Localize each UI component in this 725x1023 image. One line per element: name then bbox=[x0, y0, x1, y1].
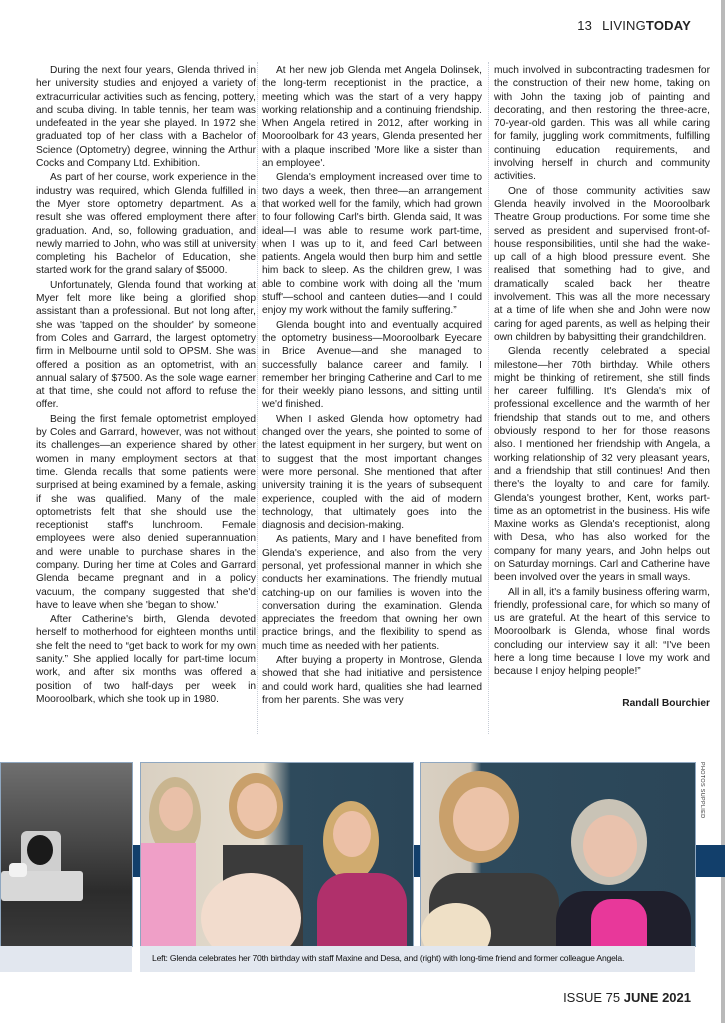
person-face bbox=[333, 811, 371, 857]
paragraph: As patients, Mary and I have benefited from Glenda's experience, and also from the very personal, yet professional manner in which she conducts her examinations. The friendly mutual catching-up on our families is woven into the conversation during the examination. Glenda appreciates the freedom that owning her own practice brings, and the flexibility to spend as much time as needed with her patients. bbox=[262, 534, 482, 652]
article-column-3 bbox=[494, 64, 710, 711]
article-column-2 bbox=[262, 64, 482, 708]
photo-caption: Left: Glenda celebrates her 70th birthday with staff Maxine and Desa, and (right) with long-time friend and former colleague Angela. bbox=[152, 953, 625, 963]
photo-right bbox=[420, 762, 696, 947]
paragraph: At her new job Glenda met Angela Dolinsek, the long-term receptionist in the practice, a meeting which was the start of a very happy working relationship and a continuing friendship. When Angela retired in 2012, after working in Mooroolbark for 43 years, Glenda presented her with a plaque inscribed 'More like a sister than an employee'. bbox=[262, 65, 482, 170]
paragraph: All in all, it's a family business offering warm, friendly, professional care, for which so many of us are grateful. At the heart of this service to Mooroolbark is Glenda, whose final words concluding our interview say it all: “I've been here a long time because I love my work and because I enjoy helping people!” bbox=[494, 586, 710, 678]
column-divider bbox=[488, 62, 489, 734]
doll-shape bbox=[27, 835, 53, 865]
page-header bbox=[577, 18, 691, 33]
paragraph: After Catherine's birth, Glenda devoted herself to motherhood for eighteen months until she felt the need to “get back to work for my own sanity.” She applied locally for part-time locum work, and after six months was offered a position of two half-days per week in Mooroolbark, which she took up in 1980. bbox=[36, 614, 256, 705]
paragraph: Unfortunately, Glenda found that working at Myer felt more like being a glorified shop assistant than a professional. But not long after, she was 'tapped on the shoulder' by someone from Coles and Garrard, the largest optometry firm in Melbourne until sold to OPSM. She was offered a position as an optometrist, with an annual salary of $7500. As the sole wage earner at that time, she could not afford to refuse the offer. bbox=[36, 279, 256, 411]
person-face bbox=[159, 787, 193, 831]
paragraph: After buying a property in Montrose, Glenda showed that she had initiative and persistence and could work hard, qualities she had learned from her parents. She was very bbox=[262, 655, 482, 706]
paragraph: As part of her course, work experience in the industry was required, which Glenda fulfilled in the Myer store optometry department. As a result she was offered employment there after graduation. And, so, following graduation, and newly married to John, who was still at university completing his Bachelor of Education, she started work for the grand salary of $5000. bbox=[36, 172, 256, 277]
page-number: 13 bbox=[577, 18, 593, 33]
pink-jacket bbox=[141, 843, 196, 947]
person-face bbox=[453, 787, 509, 851]
person-face bbox=[237, 783, 277, 831]
pink-top bbox=[591, 899, 647, 947]
paragraph: When I asked Glenda how optometry had changed over the years, she pointed to some of the latest equipment in her surgery, but went on to suggest that the most important changes were more personal. She mentioned that after university training it is the years of subsequent experience, coupled with the aid of modern technology, that ultimately goes into the diagnosis and decision-making. bbox=[262, 413, 482, 532]
photo-left bbox=[0, 762, 133, 947]
page-footer bbox=[563, 990, 691, 1005]
photo-credit: PHOTOS SUPPLIED bbox=[699, 762, 705, 819]
column-divider bbox=[257, 62, 258, 734]
person-face bbox=[583, 815, 637, 877]
brand-bold: TODAY bbox=[645, 18, 691, 33]
issue-number: ISSUE 75 bbox=[563, 990, 621, 1005]
floral-dress bbox=[317, 873, 407, 947]
issue-date: JUNE 2021 bbox=[623, 990, 691, 1005]
paragraph: One of those community activities saw Glenda heavily involved in the Mooroolbark Theatre Group productions. For some time she served as president and supervised front-of-house responsibilities, until she had the wake-up call of a high blood pressure event. She realised that something had to give, and dramatically scaled back her theatre involvement. This was all the more necessary at a time of life when she and John were now caring for aged parents, as well as helping their own children by babysitting their grandchildren. bbox=[494, 185, 710, 343]
brand-light: LIVING bbox=[602, 18, 646, 33]
paragraph: Glenda's employment increased over time to two days a week, then three—an arrangement that worked well for the family, which had grown to four following Carl's birth. Glenda said, It was ideal—I was able to resume work part-time, when I was up to it, and feed Carl between patients. Angela would then burp him and settle him back to sleep. As the children grew, I was able to combine work with doing all the 'mum stuff'—school and canteen duties—and I could enjoy my work without the family suffering.” bbox=[262, 172, 482, 317]
paragraph: During the next four years, Glenda thrived in her university studies and enjoyed a variety of extracurricular activities such as fencing, pottery, and scuba diving. In table tennis, her team was undefeated in the year she played. In 1972 she graduated top of her class with a Bachelor of Science (Optometry) degree, winning the Arthur Cocks and Company Ltd. Exhibition. bbox=[36, 65, 256, 170]
byline: Randall Bourchier bbox=[622, 697, 710, 709]
paragraph: Glenda recently celebrated a special milestone—her 70th birthday. While others might be thinking of retirement, she still finds her career fulfilling. It's Glenda's mix of professional excellence and the warmth of her friendship that stands out to me, and others obviously respond to her for those reasons also. I mentioned her friendship with Angela, a working relationship of 32 very pleasant years, and a friendship that still continues! And then there's the loyalty to and care for family. Glenda's youngest brother, Kent, works part-time as an optometrist in the business. His wife Maxine works as Glenda's receptionist, along with Desa, who has also worked for the company for many years, and John helps out on Saturday mornings. Carl and Catherine have been involved over the years in small ways. bbox=[494, 346, 710, 584]
paragraph: Glenda bought into and eventually acquired the optometry business—Mooroolbark Eyecare in Brice Avenue—and she managed to successfully balance career and family. I remember her bringing Catherine and Carl to me for their weekly piano lessons, and sitting until we'd finished. bbox=[262, 319, 482, 411]
paragraph: much involved in subcontracting tradesmen for the construction of their new home, taking on with John the taxing job of painting and decorating, and then restoring the three-acre, 70-year-old garden. This was all while caring for family, juggling work commitments, fulfilling continuing education requirements, and involving herself in church and community activities. bbox=[494, 65, 710, 183]
teacup-shape bbox=[9, 863, 27, 877]
photo-middle bbox=[140, 762, 414, 947]
article-column-1 bbox=[36, 64, 256, 707]
caption-background-left bbox=[0, 946, 132, 972]
paragraph: Being the first female optometrist employed by Coles and Garrard, however, was not without its challenges—an experience shared by other women in many employment sectors at that time. Glenda recalls that some patients were surprised at being examined by a female, asking if she was qualified. Many of the male optometrists felt that she should use the receptionist staff's lunchroom. Female employees were also denied superannuation and were unable to purchase shares in the company. During her time at Coles and Garrard Glenda became pregnant and in a policy vacuum, the company suggested that she'd have to leave when she 'began to show.' bbox=[36, 413, 256, 611]
